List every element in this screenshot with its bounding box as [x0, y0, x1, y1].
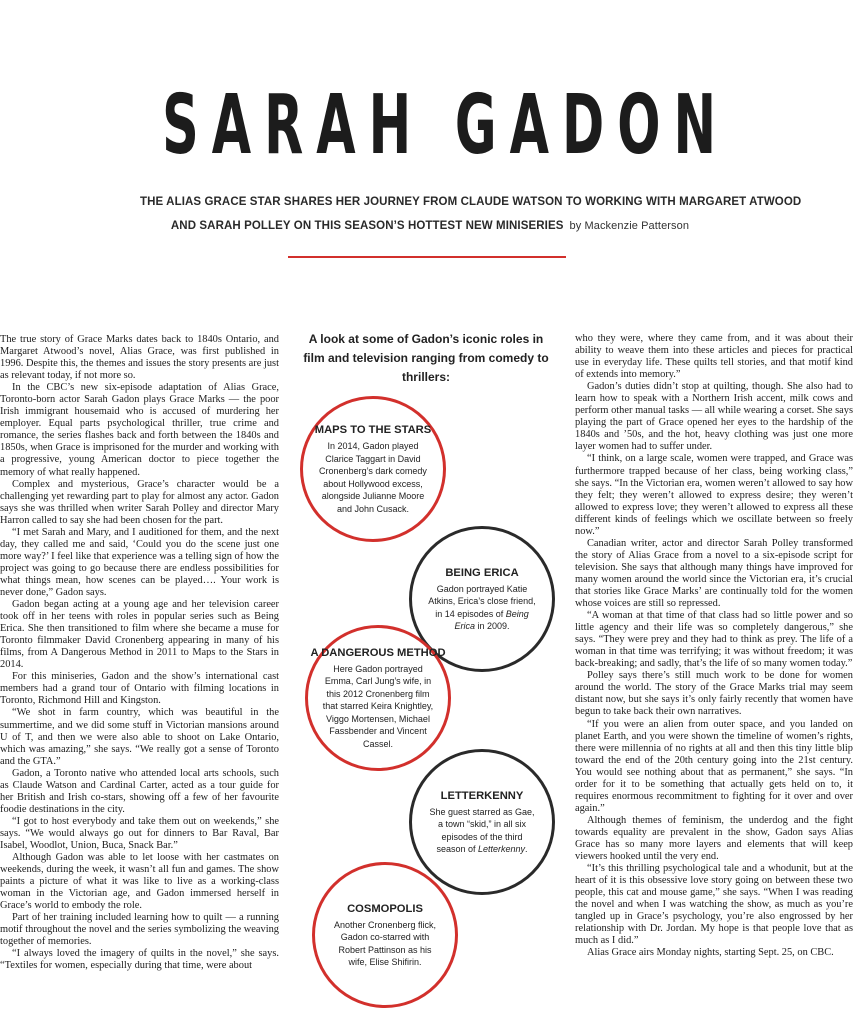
sidebar-intro: A look at some of Gadon’s iconic roles in film and television ranging from comedy to thrillers:	[303, 332, 549, 384]
paragraph: Canadian writer, actor and director Sarah Polley transformed the story of Alias Grace from a novel to a six-episode script for television. She says that although many things have improved for many women around the world since the Victorian era, it’s crucial that stories like Grace Marks’ are continually told for the women whose voices are still so repressed.	[575, 537, 853, 610]
paragraph: Part of her training included learning how to quilt — a running motif throughout the novel and the series symbolizing the weaving together of memories.	[0, 912, 279, 948]
subtitle-line-1: THE ALIAS GRACE STAR SHARES HER JOURNEY FROM CLAUDE WATSON TO WORKING WITH MARGARET ATWOOD	[140, 196, 802, 208]
subtitle-line-2-text: AND SARAH POLLEY ON THIS SEASON’S HOTTEST NEW MINISERIES	[170, 220, 564, 232]
paragraph: Polley says there’s still much work to be done for women around the world. The story of the Grace Marks trial may seem distant now, but she says it’s only fairly recently that women have begun to take back their own narratives.	[575, 670, 853, 718]
paragraph: “We shot in farm country, which was beautiful in the summertime, and we did some stuff in Victorian mansions around U of T, and then we were also able to shoot on Lake Ontario, which was amazing,” she says. “We really got a sense of Toronto and the GTA.”	[0, 707, 279, 767]
paragraph: “It’s this thrilling psychological tale and a whodunit, but at the heart of it is this obsessive love story going on between these two people, this cat and mouse game,” she says. “When I was reading the novel and when I was watching the show, as much as you’re tangled up in Grace’s psychology, you’re also engrossed by her relationship with Dr. Jordan. My hope is that people love that as much as I did.”	[575, 863, 853, 947]
paragraph: Although Gadon was able to let loose with her castmates on weekends, during the week, it wasn’t all fun and games. The show paints a picture of what it was like to live as a working-class woman in the Victorian age, and Gadon immersed herself in Grace’s world to embody the role.	[0, 852, 279, 912]
role-desc-text: She guest starred as Gae, a town “skid,” in all six episodes of the third season of	[429, 806, 535, 854]
role-title: BEING ERICA	[445, 566, 519, 579]
article-title: SARAH GADON	[162, 78, 730, 173]
role-description	[329, 919, 441, 969]
role-description	[426, 806, 538, 856]
paragraph: In the CBC’s new six-episode adaptation of Alias Grace, Toronto-born actor Sarah Gadon plays Grace Marks — the poor Irish immigrant housemaid who is accused of murdering her employer. Equal parts psychological thriller, true crime and romance, the series flashes back and forth between the 1840s and 1850s, when Grace is imprisoned for the murder and working with a progressive, young American doctor to piece together the memory of what really happened.	[0, 382, 279, 478]
paragraph: Gadon, a Toronto native who attended local arts schools, such as Claude Watson and Cardinal Carter, acted as a tour guide for her British and Irish co-stars, showing off a few of her favourite foodie destinations in the city.	[0, 767, 279, 815]
role-desc-text: Here Gadon portrayed Emma, Carl Jung’s wife, in this 2012 Cronenberg film that starred Keira Knightley, Viggo Mortensen, Michael Fassbender and Vincent Cassel.	[322, 663, 434, 749]
byline: by Mackenzie Patterson	[569, 220, 690, 232]
role-title: A DANGEROUS METHOD	[310, 646, 446, 659]
role-desc-text: In 2014, Gadon played Clarice Taggart in David Cronenberg’s dark comedy about Hollywood excess, alongside Julianne Moore and John Cusack.	[319, 441, 427, 514]
role-description	[322, 663, 434, 751]
role-desc-italic: Letterkenny	[477, 844, 526, 854]
role-desc-text: Another Cronenberg flick, Gadon co-starred with Robert Pattinson as his wife, Elise Shifirin.	[333, 919, 437, 967]
role-description	[426, 583, 538, 633]
paragraph: Alias Grace airs Monday nights, starting Sept. 25, on CBC.	[587, 947, 834, 959]
role-circle-cosmopolis	[312, 862, 458, 1008]
subtitle-line-2	[140, 214, 720, 238]
role-title: COSMOPOLIS	[347, 902, 423, 915]
paragraph: “I got to host everybody and take them out on weekends,” she says. “We would always go out for dinners to Bar Raval, Bar Isabel, Woodlot, Union, Buca, Snack Bar.”	[0, 815, 279, 851]
paragraph: For this miniseries, Gadon and the show’s international cast members had a grand tour of Ontario with filming locations in Toronto, Richmond Hill and Kingston.	[0, 671, 279, 707]
paragraph: who they were, where they came from, and it was about their ability to weave them into these articles and pieces for practical use in everyday life. These quilts tell stories, and that motif kind of extends into memory.”	[575, 333, 853, 381]
role-circle-a-dangerous-method	[305, 625, 451, 771]
paragraph: The true story of Grace Marks dates back to 1840s Ontario, and Margaret Atwood’s novel, Alias Grace, was first published in 1996. Despite this, the themes and issues the story presents are just as relevant today, if not more so.	[0, 334, 279, 382]
role-circle-letterkenny	[409, 749, 555, 895]
title-divider	[288, 256, 566, 258]
role-title: MAPS TO THE STARS	[314, 424, 432, 436]
paragraph: Gadon’s duties didn’t stop at quilting, though. She also had to learn how to speak with a Northern Irish accent, milk cows and perform other manual tasks — all while wearing a corset. She says playing the part of Grace opened her eyes to the hardship of the 1840s and ’50s, and the hot, heavy clothing was just one more layer women had to suffer under.	[575, 381, 853, 453]
article-subtitle	[140, 190, 802, 238]
role-description	[317, 440, 429, 515]
body-column-left	[0, 334, 279, 1024]
paragraph: “If you were an alien from outer space, and you landed on planet Earth, and you were shown the timeline of women’s rights, there were millennia of no rights at all and then this tiny little blip toward the end of the 20th century going into the 21st century. You would see nothing about that as permanent,” she says. “In order for it to be something that actually gets held on to, it requires enormous recommitment to fighting for it over and over again.”	[575, 718, 853, 814]
role-desc-text-end: in 2009.	[474, 621, 510, 631]
paragraph: Complex and mysterious, Grace’s character would be a challenging yet rewarding part to play for almost any actor. Gadon says she was thrilled when writer Sarah Polley and director Mary Harron called to say she had been chosen for the part.	[0, 478, 279, 526]
paragraph: “I always loved the imagery of quilts in the novel,” she says. “Textiles for women, especially during that time, were about	[0, 948, 279, 972]
paragraph: “I met Sarah and Mary, and I auditioned for them, and the next day, they called me and said, ‘Could you do the scene just one more way?’ I feel like that experience was a telling sign of how the project was going to go because there are endless possibilities for what things mean, how scenes can be played…. Your work is never done,” Gadon says.	[0, 526, 279, 598]
role-desc-text: Gadon portrayed Katie Atkins, Erica’s close friend, in 14 episodes of	[428, 583, 536, 619]
paragraph: Although themes of feminism, the underdog and the fight towards equality are prevalent in the show, Gadon says Alias Grace has so many more layers and elements that will keep viewers hooked until the very end.	[575, 814, 853, 863]
paragraph: “A woman at that time of that class had so little power and so little agency and their life was so completely dangerous,” she says. “They were prey and they had to think as prey. The life of a woman in that time was terrifying; it was without freedom; it was back-breaking; and sadly, that’s the life of so many women today.”	[575, 610, 853, 670]
paragraph: “I think, on a large scale, women were trapped, and Grace was furthermore trapped because of her class, being working class,” she says. “In the Victorian era, women weren’t allowed to say how they felt; they weren’t allowed to express desire; they weren’t allowed to express love; they weren’t allowed to express all these different kinds of feelings which we oscillate between so freely now.”	[575, 453, 853, 537]
paragraph: Gadon began acting at a young age and her television career took off in her teens with roles in popular series such as Being Erica. She then transitioned to film where she became a muse for Toronto filmmaker David Cronenberg appearing in many of his films, from A Dangerous Method in 2011 to Maps to the Stars in 2014.	[0, 599, 279, 671]
body-column-right	[575, 333, 853, 1023]
role-title: LETTERKENNY	[440, 789, 524, 802]
role-circle-maps-to-the-stars	[300, 396, 446, 542]
role-desc-italic: Being Erica	[454, 608, 529, 631]
role-desc-text-end: .	[525, 844, 528, 854]
